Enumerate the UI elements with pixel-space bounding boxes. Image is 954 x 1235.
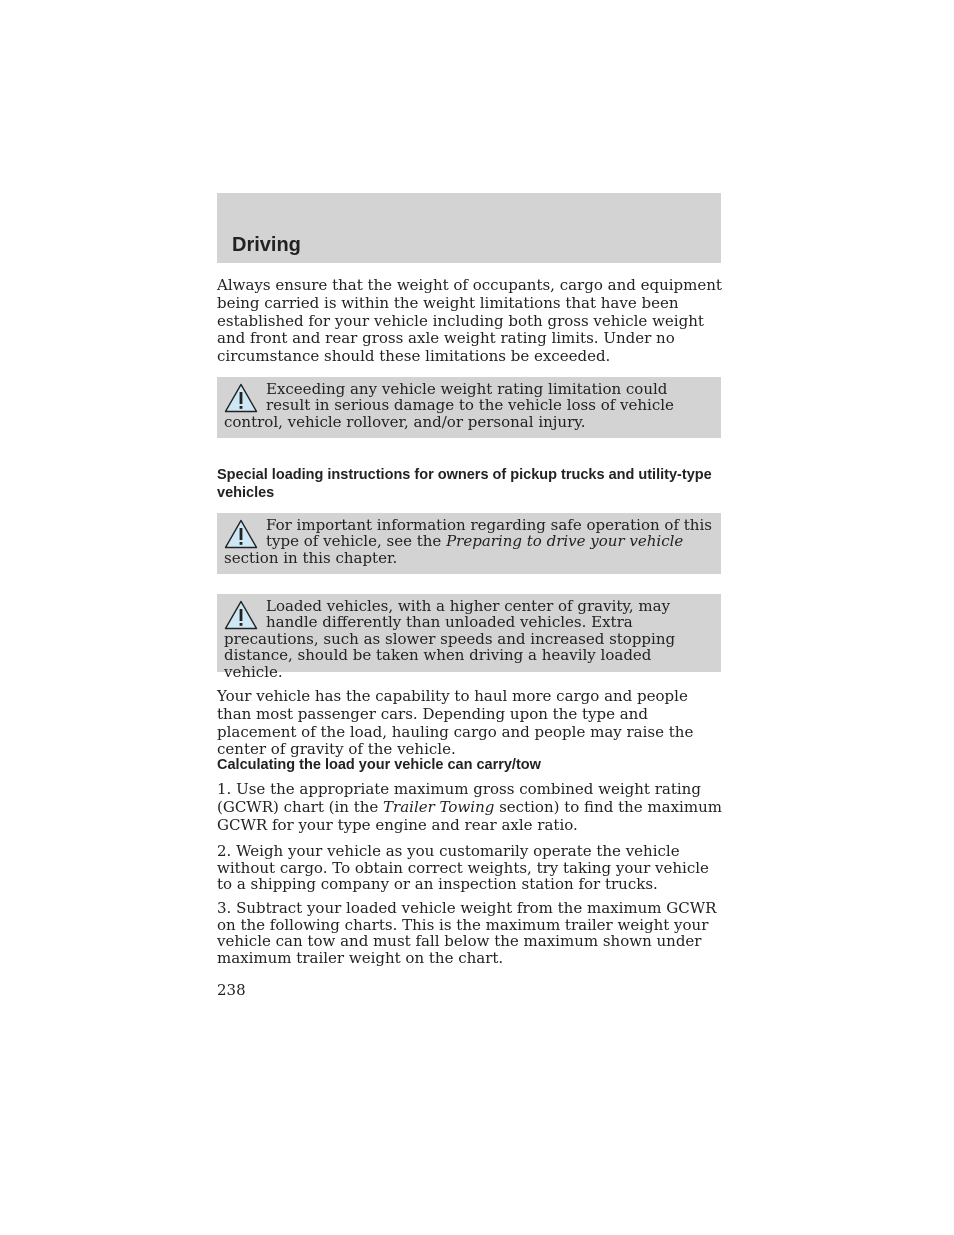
chapter-reference: Preparing to drive your vehicle <box>446 532 684 551</box>
step-text-part: 1. Use the appropriate maximum gross combined weight rating (GCWR) chart (in the <box>217 780 701 816</box>
step-1-paragraph <box>217 781 723 834</box>
warning-text-part: For important information regarding safe operation of this type of vehicle, see the <box>266 516 712 551</box>
step-3-paragraph: 3. Subtract your loaded vehicle weight from the maximum GCWR on the following charts. This is the maximum trailer weight your vehicle can tow and must fall below the maximum shown under maximum trailer weight on the chart. <box>217 899 717 967</box>
warning-text: Exceeding any vehicle weight rating limitation could result in serious damage to the vehicle loss of vehicle control, vehicle rollover, and/or personal injury. <box>224 380 674 431</box>
step-text-part: section) to find the maximum GCWR for your type engine and rear axle ratio. <box>217 797 722 834</box>
section-title: Driving <box>232 234 301 256</box>
section-header-band <box>217 193 721 263</box>
warning-triangle-icon <box>224 519 258 549</box>
warning-text-part: section in this chapter. <box>224 548 398 567</box>
warning-text: Loaded vehicles, with a higher center of gravity, may handle differently than unloaded vehicles. Extra precautions, such as slower speeds and increased stopping distance, should be taken when driving a heavily loaded vehicle. <box>224 597 676 681</box>
intro-paragraph: Always ensure that the weight of occupants, cargo and equipment being carried is within the weight limitations that have been established for your vehicle including both gross vehicle weight and front and rear gross axle weight rating limits. Under no circumstance should these limitations be exceeded. <box>217 276 722 366</box>
warning-box-center-of-gravity <box>217 594 721 681</box>
warning-triangle-icon <box>224 600 258 630</box>
warning-text <box>224 517 713 566</box>
capability-paragraph: Your vehicle has the capability to haul more cargo and people than most passenger cars. Depending upon the type and placement of the load, hauling cargo and people may raise the center of gravity of the vehicle. <box>217 687 694 759</box>
heading-calculating-load: Calculating the load your vehicle can carry/tow <box>217 757 541 773</box>
step-2-paragraph: 2. Weigh your vehicle as you customarily operate the vehicle without cargo. To obtain correct weights, try taking your vehicle to a shipping company or an inspection station for trucks. <box>217 842 709 893</box>
warning-box-weight-limit <box>217 377 721 438</box>
section-reference: Trailer Towing <box>383 797 495 816</box>
warning-box-safe-operation <box>217 513 721 574</box>
warning-triangle-icon <box>224 383 258 413</box>
page-number: 238 <box>217 981 246 999</box>
heading-special-loading: Special loading instructions for owners of pickup trucks and utility-type vehicles <box>217 467 712 501</box>
